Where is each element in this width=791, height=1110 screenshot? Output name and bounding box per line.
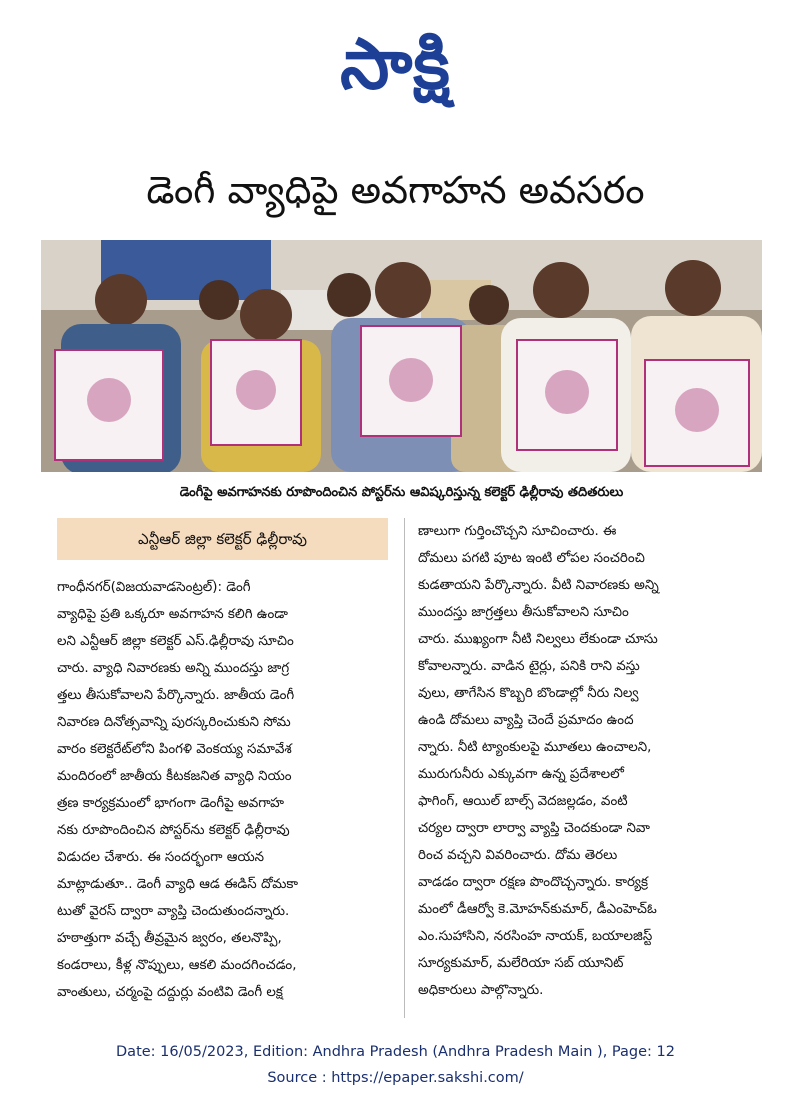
article-line: ముందస్తు జాగ్రత్తలు తీసుకోవాలని సూచిం <box>418 605 629 620</box>
article-line: లని ఎన్టీఆర్‌ జిల్లా కలెక్టర్‌ ఎస్‌.ఢిల్లీరావు సూచిం <box>57 634 294 649</box>
article-line: వాడడం ద్వారా రక్షణ పొందొచ్చన్నారు. కార్యక్ర <box>418 875 649 890</box>
photo-caption: డెంగీపై అవగాహనకు రూపొందించిన పోస్టర్‌ను ఆవిష్కరిస్తున్న కలెక్టర్‌ ఢిల్లీరావు తదితరులు <box>179 485 624 500</box>
article-line: మురుగునీరు ఎక్కువగా ఉన్న ప్రదేశాలలో <box>418 767 624 782</box>
article-subhead: ఎన్టీఆర్‌ జిల్లా కలెక్టర్‌ ఢిల్లీరావు <box>57 518 388 560</box>
article-column-left <box>57 574 395 1006</box>
article-line: న్నారు. నీటి ట్యాంకులపై మూతలు ఉంచాలని, <box>418 740 652 755</box>
article-line: నివారణ దినోత్సవాన్ని పురస్కరించుకుని సోమ <box>57 715 291 730</box>
article-line: వులు, తాగేసిన కొబ్బరి బొండాల్లో నీరు నిల్వ <box>418 686 639 701</box>
article-line: వాంతులు, చర్మంపై దద్దుర్లు వంటివి డెంగీ లక్ష <box>57 985 283 1000</box>
sakshi-logo: సాక్షి <box>340 23 451 105</box>
article-line: దోమలు పగటి పూట ఇంటి లోపల సంచరించి <box>418 551 645 566</box>
article-line: మంలో డీఆర్వో కె.మోహన్‌కుమార్‌, డీఎంహెచ్‌ఓ <box>418 902 657 917</box>
article-line: చర్యల ద్వారా లార్వా వ్యాప్తి చెందకుండా నివా <box>418 821 650 836</box>
column-divider <box>404 518 405 1018</box>
article-line: త్రణ కార్యక్రమంలో భాగంగా డెంగీపై అవగాహ <box>57 796 285 811</box>
article-line: అధికారులు పాల్గొన్నారు. <box>418 983 544 998</box>
article-line: ణాలుగా గుర్తించొచ్చని సూచించారు. ఈ <box>418 524 617 539</box>
article-line: హఠాత్తుగా వచ్చే తీవ్రమైన జ్వరం, తలనొప్పి, <box>57 931 282 946</box>
article-line: ఫాగింగ్‌, ఆయిల్‌ బాల్స్‌ వెదజల్లడం, వంటి <box>418 794 628 809</box>
article-line: ఎం.సుహాసిని, నరసింహ నాయక్‌, బయాలజిస్ట్‌ <box>418 929 653 944</box>
article-line: విడుదల చేశారు. ఈ సందర్భంగా ఆయన <box>57 850 265 865</box>
article-line: రించ వచ్చని వివరించారు. దోమ తెరలు <box>418 848 618 863</box>
article-line: చారు. వ్యాధి నివారణకు అన్ని ముందస్తు జాగ్ర <box>57 661 290 676</box>
article-line: కండరాలు, కీళ్ల నొప్పులు, ఆకలి మందగించడం, <box>57 958 297 973</box>
article-line: కోవాలన్నారు. వాడిన టైర్లు, పనికి రాని వస్తు <box>418 659 640 674</box>
article-line: టుతో వైరస్‌ ద్వారా వ్యాప్తి చెందుతుందన్నారు. <box>57 904 290 919</box>
article-line: త్తలు తీసుకోవాలని పేర్కొన్నారు. జాతీయ డెంగీ <box>57 688 295 703</box>
source-link[interactable]: Source : https://epaper.sakshi.com/ <box>267 1070 524 1086</box>
article-line: వారం కలెక్టరేట్‌లోని పింగళి వెంకయ్య సమావేశ <box>57 742 292 757</box>
article-line: చారు. ముఖ్యంగా నీటి నిల్వలు లేకుండా చూసు <box>418 632 658 647</box>
article-line: వ్యాధిపై ప్రతి ఒక్కరూ అవగాహన కలిగి ఉండా <box>57 607 288 622</box>
news-photo <box>41 240 762 472</box>
article-line: మాట్లాడుతూ.. డెంగీ వ్యాధి ఆడ ఈడిస్‌ దోమకా <box>57 877 299 892</box>
people-holding-posters-illustration <box>41 240 762 472</box>
edition-info: Date: 16/05/2023, Edition: Andhra Pradesh (Andhra Pradesh Main ), Page: 12 <box>116 1044 675 1060</box>
article-line: సూర్యకుమార్‌, మలేరియా సబ్‌ యూనిట్‌ <box>418 956 624 971</box>
article-column-right <box>418 518 756 1004</box>
article-headline: డెంగీ వ్యాధిపై అవగాహన అవసరం <box>146 168 645 212</box>
article-line: కుడతాయని పేర్కొన్నారు. వీటి నివారణకు అన్ని <box>418 578 659 593</box>
masthead <box>0 18 791 110</box>
article-line: ఉండి దోమలు వ్యాప్తి చెందే ప్రమాదం ఉంద <box>418 713 634 728</box>
article-line: నకు రూపొందించిన పోస్టర్‌ను కలెక్టర్‌ ఢిల్లీరావు <box>57 823 290 838</box>
article-line: గాంధీనగర్‌(విజయవాడసెంట్రల్‌): డెంగీ <box>57 580 251 595</box>
article-line: మందిరంలో జాతీయ కీటకజనిత వ్యాధి నియం <box>57 769 292 784</box>
